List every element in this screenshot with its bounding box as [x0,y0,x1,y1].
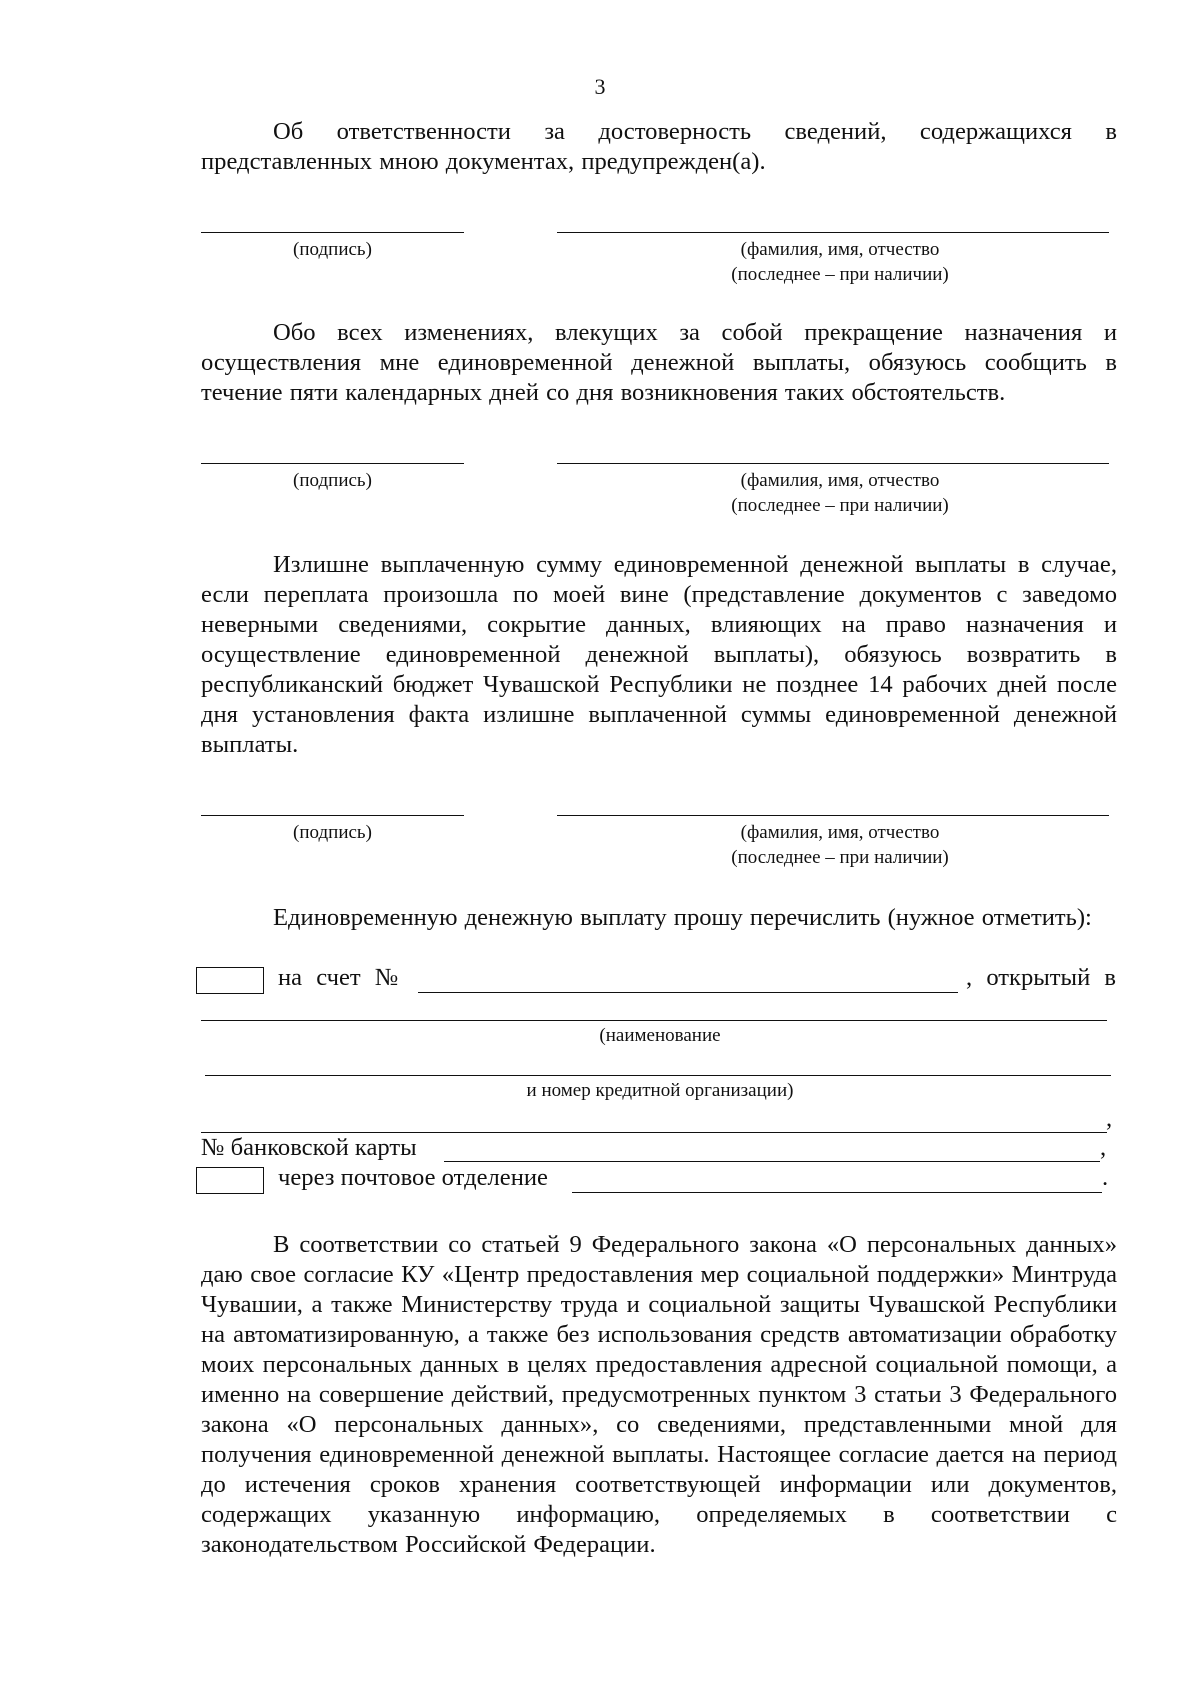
liability-text: Об ответственности за достоверность сведений, содержащихся в представленных мною документах, предупрежден(а). [201,118,1117,175]
bank-details-comma: , [1106,1105,1113,1132]
full-name-line[interactable] [557,232,1109,233]
bank-card-label: № банковской карты [201,1134,417,1161]
account-suffix: , открытый в [966,964,1116,991]
signature-caption: (подпись) [293,470,372,491]
signature-caption: (подпись) [293,822,372,843]
full-name-caption-note: (последнее – при наличии) [731,495,949,516]
page-number: 3 [594,74,606,99]
signature-line[interactable] [201,232,464,233]
full-name-caption-note: (последнее – при наличии) [731,847,949,868]
post-office-line[interactable] [572,1192,1102,1193]
post-office-period: . [1102,1164,1109,1191]
bank-number-line[interactable] [205,1075,1111,1076]
changes-text: Обо всех изменениях, влекущих за собой прекращение назначения и осуществления мне единовременной денежной выплаты, обязуюсь сообщить в течение пяти календарных дней со дня возникновения таких обстоятельств. [201,319,1117,406]
full-name-line[interactable] [557,815,1109,816]
overpayment-text: Излишне выплаченную сумму единовременной денежной выплаты в случае, если переплата произошла по моей вине (представление документов с заведомо неверными сведениями, сокрытие данных, влияющих на право назначения и осуществление единовременной денежной выплаты), обязуюсь возвратить в республиканский бюджет Чувашской Республики не позднее 14 рабочих дней после дня установления факта излишне выплаченной суммы единовременной денежной выплаты. [201,551,1117,758]
bank-name-caption: (наименование [599,1025,721,1046]
full-name-line[interactable] [557,463,1109,464]
full-name-caption: (фамилия, имя, отчество [740,239,940,260]
account-number-line[interactable] [418,992,958,993]
bank-number-caption: и номер кредитной организации) [526,1080,794,1101]
account-label: на счет № [278,964,399,991]
liability-paragraph [201,117,1117,177]
changes-paragraph [201,318,1117,408]
full-name-caption: (фамилия, имя, отчество [740,822,940,843]
signature-line[interactable] [201,463,464,464]
post-office-checkbox[interactable] [196,1167,264,1194]
post-office-label: через почтовое отделение [278,1164,548,1191]
consent-paragraph [201,1230,1117,1560]
overpayment-paragraph [201,550,1117,760]
transfer-method-paragraph [201,903,1117,933]
transfer-method-text: Единовременную денежную выплату прошу перечислить (нужное отметить): [273,904,1092,931]
signature-caption: (подпись) [293,239,372,260]
consent-text: В соответствии со статьей 9 Федерального закона «О персональных данных» даю свое согласие КУ «Центр предоставления мер социальной поддержки» Минтруда Чувашии, а также Министерству труда и социальной защиты Чувашской Республики на автоматизированную, а также без использования средств автоматизации обработку моих персональных данных в целях предоставления адресной социальной помощи, а именно на совершение действий, предусмотренных пунктом 3 статьи 3 Федерального закона «О персональных данных», со сведениями, представленными мной для получения единовременной денежной выплаты. Настоящее согласие дается на период до истечения сроков хранения соответствующей информации или документов, содержащих указанную информацию, определяемых в соответствии с законодательством Российской Федерации. [201,1231,1117,1558]
bank-card-line[interactable] [444,1161,1100,1162]
full-name-caption: (фамилия, имя, отчество [740,470,940,491]
account-checkbox[interactable] [196,967,264,994]
bank-card-comma: , [1100,1134,1107,1161]
bank-name-line[interactable] [201,1020,1107,1021]
full-name-caption-note: (последнее – при наличии) [731,264,949,285]
signature-line[interactable] [201,815,464,816]
